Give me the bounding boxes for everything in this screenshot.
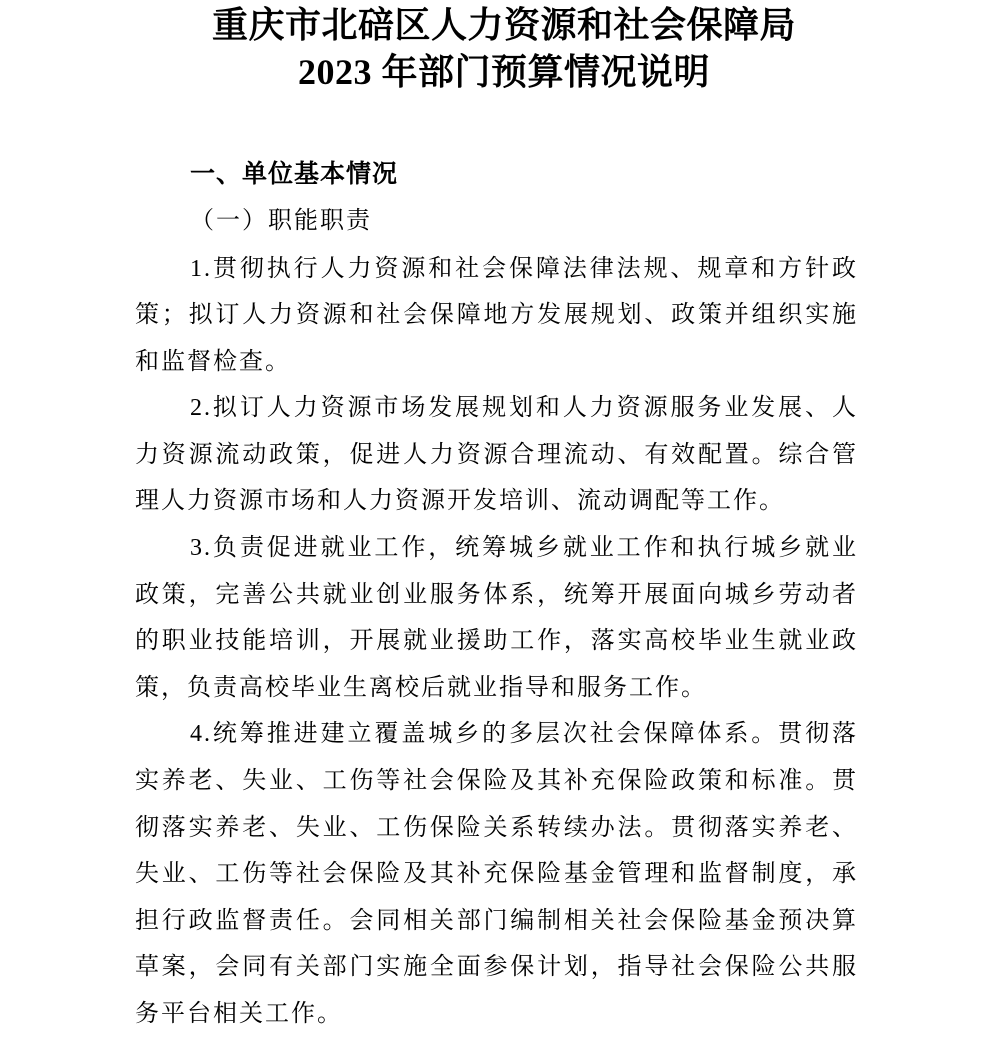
document-title-line-2: 2023 年部门预算情况说明 (297, 52, 710, 92)
paragraph-line: 理人力资源市场和人力资源开发培训、流动调配等工作。 (135, 488, 785, 515)
subsection-heading: （一）职能职责 (190, 208, 372, 234)
paragraph-1 (135, 246, 858, 386)
document-title (0, 0, 1000, 96)
paragraph-line: 政策，完善公共就业创业服务体系，统筹开展面向城乡劳动者 (135, 581, 858, 608)
paragraph-2 (135, 385, 858, 525)
paragraph-line: 的职业技能培训，开展就业援助工作，落实高校毕业生就业政 (135, 628, 858, 655)
paragraph-line: 担行政监督责任。会同相关部门编制相关社会保险基金预决算 (135, 907, 858, 934)
paragraph-line: 和监督检查。 (135, 348, 291, 375)
paragraph-line: 彻落实养老、失业、工伤保险关系转续办法。贯彻落实养老、 (135, 814, 858, 841)
paragraph-line: 策，负责高校毕业生离校后就业指导和服务工作。 (135, 674, 707, 701)
paragraph-3 (135, 525, 858, 711)
document-title-line-1: 重庆市北碚区人力资源和社会保障局 (211, 5, 796, 45)
paragraph-line: 4.统筹推进建立覆盖城乡的多层次社会保障体系。贯彻落 (190, 721, 858, 748)
paragraph-line: 实养老、失业、工伤等社会保险及其补充保险政策和标准。贯 (135, 768, 858, 795)
paragraph-line: 力资源流动政策，促进人力资源合理流动、有效配置。综合管 (135, 441, 858, 468)
paragraph-line: 失业、工伤等社会保险及其补充保险基金管理和监督制度，承 (135, 861, 858, 888)
paragraph-line: 3.负责促进就业工作，统筹城乡就业工作和执行城乡就业 (190, 535, 858, 562)
paragraph-line: 1.贯彻执行人力资源和社会保障法律法规、规章和方针政 (190, 255, 858, 282)
paragraph-4 (135, 711, 858, 1037)
section-heading: 一、单位基本情况 (190, 161, 399, 188)
paragraph-line: 2.拟订人力资源市场发展规划和人力资源服务业发展、人 (190, 395, 858, 422)
paragraph-line: 务平台相关工作。 (135, 1001, 343, 1027)
paragraph-line: 草案，会同有关部门实施全面参保计划，指导社会保险公共服 (135, 954, 858, 981)
paragraph-line: 策；拟订人力资源和社会保障地方发展规划、政策并组织实施 (135, 302, 858, 329)
document-body (135, 246, 858, 1038)
